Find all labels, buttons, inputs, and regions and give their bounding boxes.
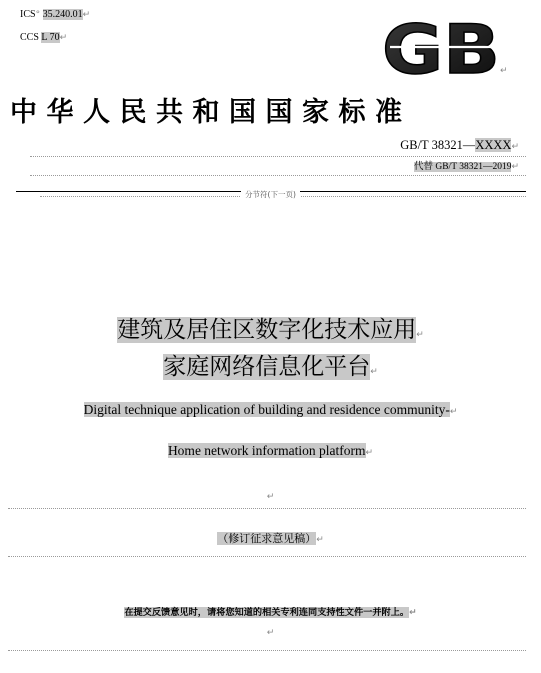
dotted-rule bbox=[8, 508, 526, 509]
title-en-line2: Home network information platform↵ bbox=[167, 443, 374, 458]
patent-notice: 在提交反馈意见时，请将您知道的相关专利连同支持性文件一并附上。↵ bbox=[124, 607, 417, 618]
paragraph-mark: ↵ bbox=[500, 66, 508, 76]
dotted-rule bbox=[30, 175, 526, 176]
paragraph-mark: ↵ bbox=[370, 367, 378, 377]
paragraph-mark: ↵ bbox=[449, 407, 458, 417]
ics-code: ICS° 35.240.01↵ bbox=[20, 9, 91, 20]
ics-prefix: ICS bbox=[20, 9, 36, 20]
section-break-label: 分节符(下一页) bbox=[0, 189, 541, 200]
paragraph-mark: ↵ bbox=[416, 330, 424, 340]
standard-number bbox=[400, 138, 519, 153]
dotted-rule bbox=[30, 156, 526, 157]
title-en-line1: Digital technique application of building and residence community-↵ bbox=[83, 402, 458, 417]
ics-value: 35.240.01 bbox=[42, 9, 83, 20]
national-standard-heading: 中华人民共和国国家标准 bbox=[10, 97, 412, 128]
paragraph-mark: ↵ bbox=[365, 448, 374, 458]
paragraph-mark: ↵ bbox=[511, 162, 519, 172]
paragraph-mark: ↵ bbox=[266, 628, 275, 638]
logo-text: GB bbox=[382, 16, 500, 80]
gb-logo bbox=[380, 16, 502, 80]
standard-number-suffix: XXXX bbox=[475, 138, 512, 152]
ccs-value: L 70 bbox=[41, 32, 60, 43]
standard-number-prefix: GB/T 38321— bbox=[400, 138, 476, 152]
paragraph-mark: ↵ bbox=[82, 10, 91, 20]
paragraph-mark: ↵ bbox=[409, 608, 417, 618]
paragraph-mark: ↵ bbox=[316, 535, 324, 545]
ccs-code bbox=[20, 32, 67, 43]
dotted-rule bbox=[8, 650, 526, 651]
ccs-prefix: CCS bbox=[20, 32, 39, 43]
paragraph-mark: ↵ bbox=[59, 33, 68, 43]
replaces-standard: 代替 GB/T 38321—2019↵ bbox=[413, 162, 519, 172]
title-zh-line1: 建筑及居住区数字化技术应用↵ bbox=[117, 317, 424, 343]
draft-note: （修订征求意见稿）↵ bbox=[217, 532, 324, 545]
dotted-rule bbox=[8, 556, 526, 557]
paragraph-mark: ↵ bbox=[266, 492, 275, 502]
paragraph-mark: ↵ bbox=[511, 142, 519, 152]
title-zh-line2: 家庭网络信息化平台↵ bbox=[163, 354, 378, 380]
